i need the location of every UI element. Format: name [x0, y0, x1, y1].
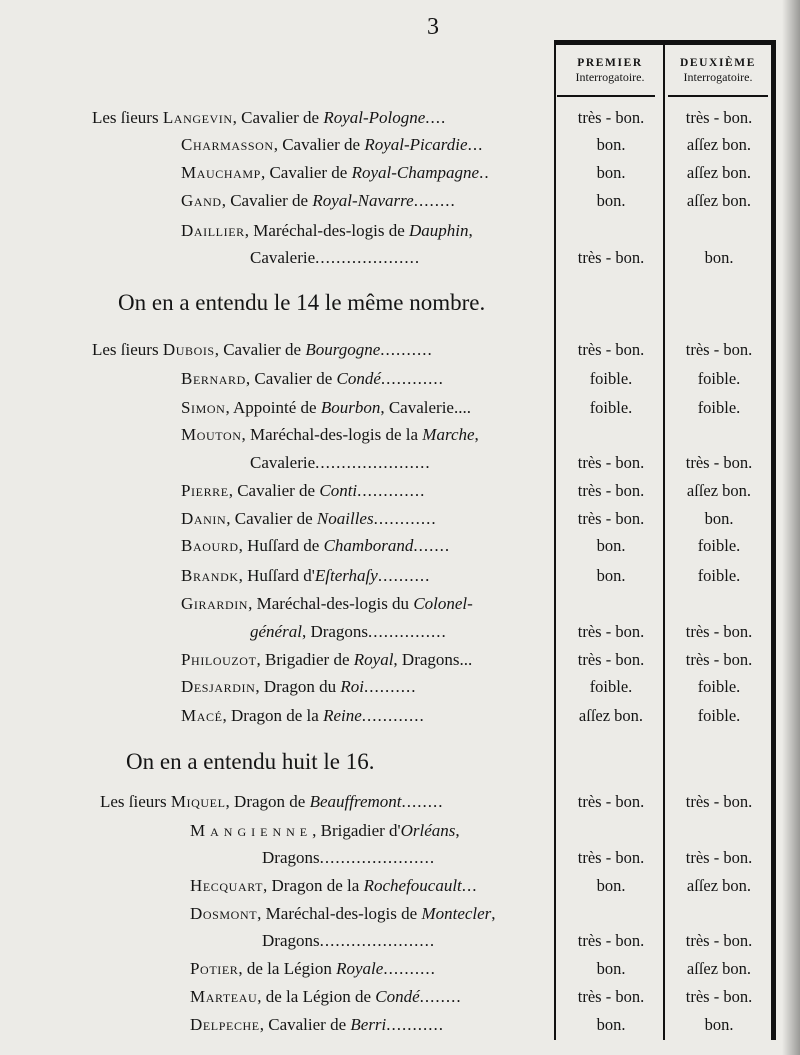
leader-dots: ............... [368, 622, 447, 641]
entry-text [181, 221, 473, 241]
table-row [0, 904, 800, 928]
person-name: Charmasson [181, 135, 274, 154]
leader-dots: ........ [413, 191, 456, 210]
entry-suffix: , [474, 425, 479, 444]
entry-text [190, 821, 460, 841]
entry-suffix: , [491, 904, 496, 923]
rating-premier: très - bon. [577, 931, 645, 950]
table-row [0, 191, 800, 215]
rating-premier: bon. [596, 191, 626, 210]
column-header-deuxieme [665, 56, 771, 84]
regiment-name: Chamborand [323, 536, 414, 555]
table-row [0, 481, 800, 505]
entry-text [181, 509, 437, 529]
entry-suffix: , [468, 221, 473, 240]
regiment-name: Montecler [421, 904, 492, 923]
leader-dots: ...................... [315, 453, 431, 472]
entry-text [181, 191, 456, 211]
regiment-name: Royale [336, 959, 384, 978]
entry-description: , Maréchal-des-logis de [257, 904, 422, 923]
rating-premier: très - bon. [577, 509, 645, 528]
entry-text [100, 792, 443, 812]
rating-deuxieme: très - bon. [685, 848, 753, 867]
entry-text [181, 677, 416, 697]
entry-continuation: , Dragons [301, 622, 369, 641]
rating-deuxieme: foible. [697, 398, 741, 417]
regiment-name: Rochefoucault [363, 876, 462, 895]
rating-premier: bon. [596, 135, 626, 154]
table-row [0, 848, 800, 872]
section-heading-14: On en a entendu le 14 le même nombre. [118, 290, 486, 315]
regiment-name: Orléans [400, 821, 456, 840]
table-row [0, 594, 800, 618]
entry-text [181, 706, 425, 726]
entry-text [190, 959, 436, 979]
rating-deuxieme: bon. [704, 1015, 734, 1034]
entry-text [181, 163, 490, 183]
regiment-name: Royal-Champagne [351, 163, 480, 182]
rating-deuxieme: très - bon. [685, 650, 753, 669]
rating-premier: foible. [589, 677, 633, 696]
person-name: Bernard [181, 369, 246, 388]
entry-description: , Dragon de [225, 792, 310, 811]
page-number: 3 [427, 14, 439, 40]
regiment-name: Berri [350, 1015, 387, 1034]
entry-continuation: Dragons [262, 848, 320, 867]
table-row [0, 677, 800, 701]
leader-dots: ...................... [319, 931, 436, 950]
person-name: Philouzot [181, 650, 257, 669]
entry-description: , Cavalier de [259, 1015, 351, 1034]
leader-dots: .......... [377, 566, 431, 585]
entry-text [181, 650, 472, 670]
rating-premier: très - bon. [577, 792, 645, 811]
leader-dots: ............ [380, 369, 444, 388]
rating-premier: très - bon. [577, 650, 645, 669]
entry-description: , Huſſard de [238, 536, 324, 555]
rating-deuxieme: foible. [697, 706, 741, 725]
header-rule-premier [557, 95, 655, 97]
table-row [0, 108, 800, 132]
regiment-name: Dauphin [409, 221, 469, 240]
table-row [0, 1015, 800, 1039]
rating-deuxieme: très - bon. [685, 792, 753, 811]
entry-text [190, 876, 478, 896]
leader-dots: ........ [419, 987, 462, 1006]
rating-deuxieme: très - bon. [685, 622, 753, 641]
entry-suffix: , Cavalerie.... [380, 398, 471, 417]
rating-deuxieme: aſſez bon. [686, 191, 752, 210]
rating-deuxieme: foible. [697, 677, 741, 696]
entry-lead: Les ſieurs [92, 340, 163, 359]
entry-text [181, 594, 473, 614]
rating-premier: bon. [596, 959, 626, 978]
person-name: Marteau [190, 987, 258, 1006]
regiment-name: Royal-Picardie [364, 135, 468, 154]
entry-description: , Dragon de la [222, 706, 324, 725]
entry-description: , Cavalier de [232, 108, 324, 127]
section-heading-16: On en a entendu huit le 16. [126, 749, 375, 774]
entry-description: , Cavalier de [221, 191, 313, 210]
rating-deuxieme: foible. [697, 536, 741, 555]
entry-suffix: , Dragons... [393, 650, 473, 669]
entry-description: , Cavalier de [245, 369, 337, 388]
leader-dots: .... [425, 108, 447, 127]
rating-deuxieme: très - bon. [685, 987, 753, 1006]
person-name: Gand [181, 191, 222, 210]
person-name: Baourd [181, 536, 239, 555]
rating-deuxieme: aſſez bon. [686, 163, 752, 182]
person-name: Mangienne [190, 821, 313, 840]
column-header-premier-title: PREMIER [577, 57, 643, 69]
entry-text [190, 1015, 444, 1035]
table-row [0, 650, 800, 674]
table-row [0, 566, 800, 590]
rating-premier: foible. [589, 398, 633, 417]
table-row [0, 340, 800, 364]
rating-premier: très - bon. [577, 453, 645, 472]
leader-dots: .......... [380, 340, 433, 359]
entry-description: , Maréchal-des-logis de la [241, 425, 423, 444]
regiment-name: Beauffremont [309, 792, 402, 811]
rating-premier: très - bon. [577, 340, 645, 359]
entry-description: , Dragon de la [263, 876, 364, 895]
rating-premier: très - bon. [577, 987, 645, 1006]
column-header-deuxieme-title: DEUXIÈME [679, 57, 757, 69]
regiment-name: Royal-Pologne [323, 108, 426, 127]
person-name: Pierre [181, 481, 229, 500]
entry-text [92, 340, 433, 360]
entry-text [181, 425, 479, 445]
person-name: Danin [181, 509, 227, 528]
regiment-name: Conti [319, 481, 358, 500]
person-name: Miquel [170, 792, 226, 811]
entry-lead: Les ſieurs [92, 108, 163, 127]
leader-dots: ............ [361, 706, 425, 725]
leader-dots: .................... [315, 248, 421, 267]
entry-continuation: Dragons [262, 931, 320, 950]
entry-description: , Cavalier de [214, 340, 306, 359]
regiment-name: Condé [336, 369, 381, 388]
person-name: Macé [181, 706, 223, 725]
rating-premier: bon. [596, 876, 626, 895]
regiment-name: général [250, 622, 302, 641]
regiment-name: Marche [422, 425, 475, 444]
table-row [0, 163, 800, 187]
leader-dots: ............. [357, 481, 426, 500]
regiment-name: Royal [353, 650, 394, 669]
rating-deuxieme: aſſez bon. [686, 481, 752, 500]
entry-text [181, 536, 450, 556]
entry-text [190, 904, 496, 924]
entry-text [250, 453, 431, 473]
leader-dots: ....... [413, 536, 451, 555]
regiment-name: Condé [375, 987, 420, 1006]
entry-text [250, 248, 420, 268]
rating-premier: très - bon. [577, 481, 645, 500]
entry-description: , de la Légion [238, 959, 337, 978]
person-name: Langevin [162, 108, 233, 127]
regiment-name: Bourbon [320, 398, 381, 417]
entry-suffix: , [455, 821, 460, 840]
entry-description: , Cavalier de [228, 481, 320, 500]
entry-text [181, 135, 483, 155]
regiment-name: Eſterhaſy [314, 566, 378, 585]
rating-premier: très - bon. [577, 848, 645, 867]
rating-deuxieme: très - bon. [685, 931, 753, 950]
regiment-name: Roi [340, 677, 364, 696]
leader-dots: .. [479, 163, 490, 182]
header-rule-deuxieme [668, 95, 768, 97]
entry-description: , Dragon du [255, 677, 341, 696]
entry-description: , Maréchal-des-logis de [244, 221, 410, 240]
rating-premier: bon. [596, 536, 626, 555]
rating-deuxieme: foible. [697, 369, 741, 388]
entry-text [92, 108, 446, 128]
person-name: Dosmont [190, 904, 258, 923]
table-row [0, 931, 800, 955]
table-row [0, 453, 800, 477]
rating-premier: bon. [596, 163, 626, 182]
rating-deuxieme: foible. [697, 566, 741, 585]
rating-premier: très - bon. [577, 248, 645, 267]
person-name: Simon [181, 398, 226, 417]
rating-deuxieme: aſſez bon. [686, 876, 752, 895]
rating-premier: aſſez bon. [578, 706, 644, 725]
regiment-name: Bourgogne [305, 340, 381, 359]
rating-premier: bon. [596, 1015, 626, 1034]
entry-description: , Cavalier de [260, 163, 352, 182]
entry-continuation: Cavalerie [250, 453, 316, 472]
entry-description: , Cavalier de [273, 135, 365, 154]
leader-dots: ... [461, 876, 478, 895]
leader-dots: ........ [401, 792, 444, 811]
person-name: Daillier [181, 221, 245, 240]
entry-text [181, 398, 471, 418]
rating-premier: très - bon. [577, 108, 645, 127]
entry-lead: Les ſieurs [100, 792, 171, 811]
person-name: Brandk [181, 566, 239, 585]
table-row [0, 792, 800, 816]
person-name: Mouton [181, 425, 242, 444]
table-row [0, 536, 800, 560]
entry-text [181, 369, 444, 389]
leader-dots: .......... [383, 959, 436, 978]
person-name: Desjardin [181, 677, 256, 696]
entry-description: , Huſſard d' [238, 566, 315, 585]
column-header-premier-sub: Interrogatoire. [575, 70, 645, 84]
entry-description: , Cavalier de [226, 509, 317, 528]
rating-deuxieme: aſſez bon. [686, 135, 752, 154]
table-row [0, 706, 800, 730]
person-name: Potier [190, 959, 239, 978]
person-name: Girardin [181, 594, 249, 613]
person-name: Hecquart [190, 876, 264, 895]
table-row [0, 221, 800, 245]
rating-deuxieme: très - bon. [685, 340, 753, 359]
rating-deuxieme: très - bon. [685, 453, 753, 472]
rating-deuxieme: aſſez bon. [686, 959, 752, 978]
person-name: Dubois [162, 340, 215, 359]
person-name: Delpeche [190, 1015, 260, 1034]
entry-text [190, 987, 462, 1007]
entry-description: , Brigadier d' [312, 821, 401, 840]
leader-dots: .......... [363, 677, 417, 696]
regiment-name: Royal-Navarre [312, 191, 414, 210]
column-header-premier [557, 56, 663, 84]
table-row [0, 987, 800, 1011]
leader-dots: ...................... [319, 848, 436, 867]
entry-text [181, 481, 425, 501]
regiment-name: Reine [323, 706, 362, 725]
rating-premier: bon. [596, 566, 626, 585]
leader-dots: ............ [373, 509, 437, 528]
table-row [0, 398, 800, 422]
table-row [0, 509, 800, 533]
entry-continuation: Cavalerie [250, 248, 316, 267]
table-row [0, 821, 800, 845]
rating-deuxieme: très - bon. [685, 108, 753, 127]
rating-premier: très - bon. [577, 622, 645, 641]
entry-description: , Appointé de [225, 398, 321, 417]
regiment-name: Colonel- [413, 594, 473, 613]
regiment-name: Noailles [316, 509, 374, 528]
rating-deuxieme: bon. [704, 248, 734, 267]
table-row [0, 369, 800, 393]
table-row [0, 135, 800, 159]
column-header-deuxieme-sub: Interrogatoire. [683, 70, 753, 84]
entry-text [181, 566, 430, 586]
entry-description: , Maréchal-des-logis du [248, 594, 414, 613]
rating-premier: foible. [589, 369, 633, 388]
entry-text [250, 622, 447, 642]
rating-deuxieme: bon. [704, 509, 734, 528]
entry-text [262, 931, 435, 951]
entry-text [262, 848, 435, 868]
table-row [0, 959, 800, 983]
leader-dots: ........... [386, 1015, 445, 1034]
entry-description: , Brigadier de [256, 650, 354, 669]
entry-description: , de la Légion de [257, 987, 376, 1006]
leader-dots: ... [467, 135, 484, 154]
table-row [0, 248, 800, 272]
table-row [0, 425, 800, 449]
person-name: Mauchamp [181, 163, 261, 182]
table-row [0, 876, 800, 900]
table-row [0, 622, 800, 646]
table-top-rule [555, 40, 776, 45]
